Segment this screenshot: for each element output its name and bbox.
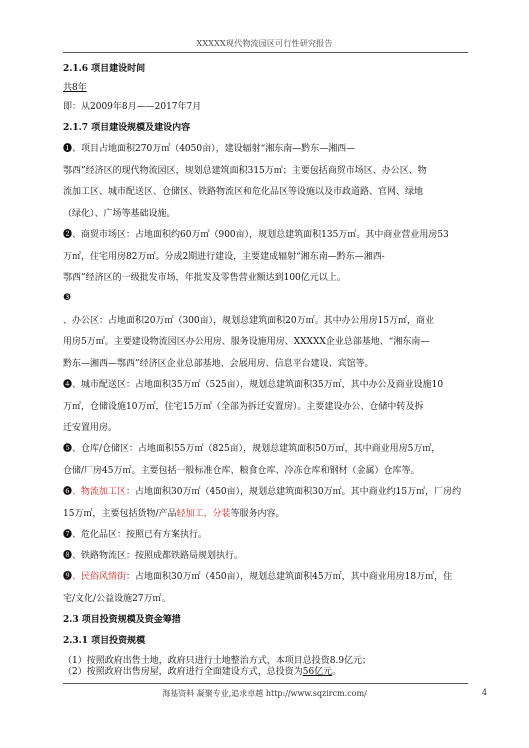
item-9-line: 宅/文化/公益设施27万㎡。	[63, 594, 171, 604]
item-5-line: 仓储/厂房45万㎡。主要包括一般标准仓库、粮食仓库、冷冻仓库和钢材（金属）仓库等。	[63, 466, 420, 476]
item-3-bullet: ❸	[63, 293, 72, 303]
item-6-line: ❻、物流加工区：占地面积30万㎡（450亩），规划总建筑面积30万㎡。其中商业约15万㎡，厂房约	[63, 487, 462, 497]
item-1-bullet: ❶	[63, 144, 73, 154]
item-5-bullet: ❺	[63, 444, 73, 454]
item-1-line: （绿化）、广场等基础设施。	[63, 209, 176, 219]
construction-period: 即：从2009年8月——2017年7月	[63, 102, 202, 112]
item-1-line: 流加工区、城市配送区、仓储区、铁路物流区和危化品区等设施以及市政道路、官网、绿地	[63, 187, 424, 197]
item-9-line: ❾、民俗风情街：占地面积30万㎡（450亩），规划总建筑面积45万㎡，其中商业用房18万㎡，住	[63, 572, 453, 582]
item-7-bullet: ❼	[63, 530, 73, 540]
item-1-line: 鄂西”经济区的现代物流园区，规划总建筑面积315万㎡；主要包括商贸市场区、办公区、物	[63, 166, 427, 176]
item-6-highlight: 、物流加工区	[72, 487, 127, 497]
section-2-1-6-title: 2.1.6 项目建设时间	[63, 64, 146, 74]
item-5-line: ❺、仓库/仓储区：占地面积55万㎡（825亩），规划总建筑面积50万㎡，其中商业用房5万㎡，	[63, 444, 441, 454]
item-2-bullet: ❷	[63, 230, 73, 240]
investment-total: 56亿元	[302, 667, 333, 677]
header-rule	[63, 52, 468, 53]
footer-rule	[63, 683, 468, 684]
section-2-3-1-title: 2.3.1 项目投资规模	[63, 636, 146, 646]
item-2-line: ❷、商贸市场区：占地面积约60万㎡（900亩），规划总建筑面积135万㎡。其中商业营业用房53	[63, 230, 449, 240]
item-9-bullet: ❾	[63, 572, 73, 582]
section-2-1-7-title: 2.1.7 项目建设规模及建设内容	[63, 123, 191, 133]
item-9-highlight: 、民俗风情街	[72, 572, 127, 582]
item-4-line: ❹、城市配送区：占地面积35万㎡（525亩），规划总建筑面积35万㎡，其中办公及商业设施10	[63, 380, 444, 390]
item-8-line: ❽、铁路物流区：按照成都铁路局规划执行。	[63, 551, 244, 561]
page-footer: 海基资料 凝聚专业,追求卓越 http://www.sqzircm.com/	[162, 689, 367, 698]
investment-option-2: （2）按照政府出售房屋，政府进行全面建设方式，总投资为56亿元。	[63, 667, 342, 677]
item-3-line: 用房5万㎡。主要建设物流园区办公用房、服务设施用房、XXXXX企业总部基地、“湘东南—	[63, 337, 430, 347]
page-number: 4	[482, 688, 488, 697]
item-8-bullet: ❽	[63, 551, 73, 561]
item-1-line: ❶、项目占地面积270万㎡（4050亩），建设辐射“湘东南—黔东—湘西—	[63, 144, 356, 154]
investment-option-1: （1）按照政府出售土地，政府只进行土地整治方式，本项目总投资8.9亿元；	[63, 656, 372, 666]
construction-duration: 共8年	[63, 83, 87, 93]
item-2-line: 鄂西”经济区的一级批发市场，年批发及零售营业额达到100亿元以上。	[63, 273, 346, 283]
item-6-highlight: 轻加工、分装	[176, 509, 231, 519]
item-6-line: 15万㎡，主要包括货物/产品轻加工、分装等服务内容。	[63, 509, 285, 519]
item-4-line: 万㎡，仓储设施10万㎡，住宅15万㎡（全部为拆迁安置房）。主要建设办公、仓储中转及拆	[63, 402, 424, 412]
item-4-bullet: ❹	[63, 380, 73, 390]
item-6-bullet: ❻	[63, 487, 73, 497]
item-4-line: 迁安置用房。	[63, 423, 118, 433]
item-7-line: ❼、危化品区：按照已有方案执行。	[63, 530, 208, 540]
page-header: XXXXX现代物流园区可行性研究报告	[196, 39, 333, 48]
item-3-line: 黔东—湘西—鄂西”经济区企业总部基地、会展用房、信息平台建设、宾馆等。	[63, 359, 374, 369]
item-2-line: 万㎡，住宅用房82万㎡。分成2期进行建设，主要建成辐射“湘东南—黔东—湘西-	[63, 252, 385, 262]
section-2-3-title: 2.3 项目投资规模及资金筹措	[63, 615, 181, 625]
item-3-line: 、办公区：占地面积20万㎡（300亩），规划总建筑面积20万㎡。其中办公用房15万㎡，商业	[63, 316, 435, 326]
